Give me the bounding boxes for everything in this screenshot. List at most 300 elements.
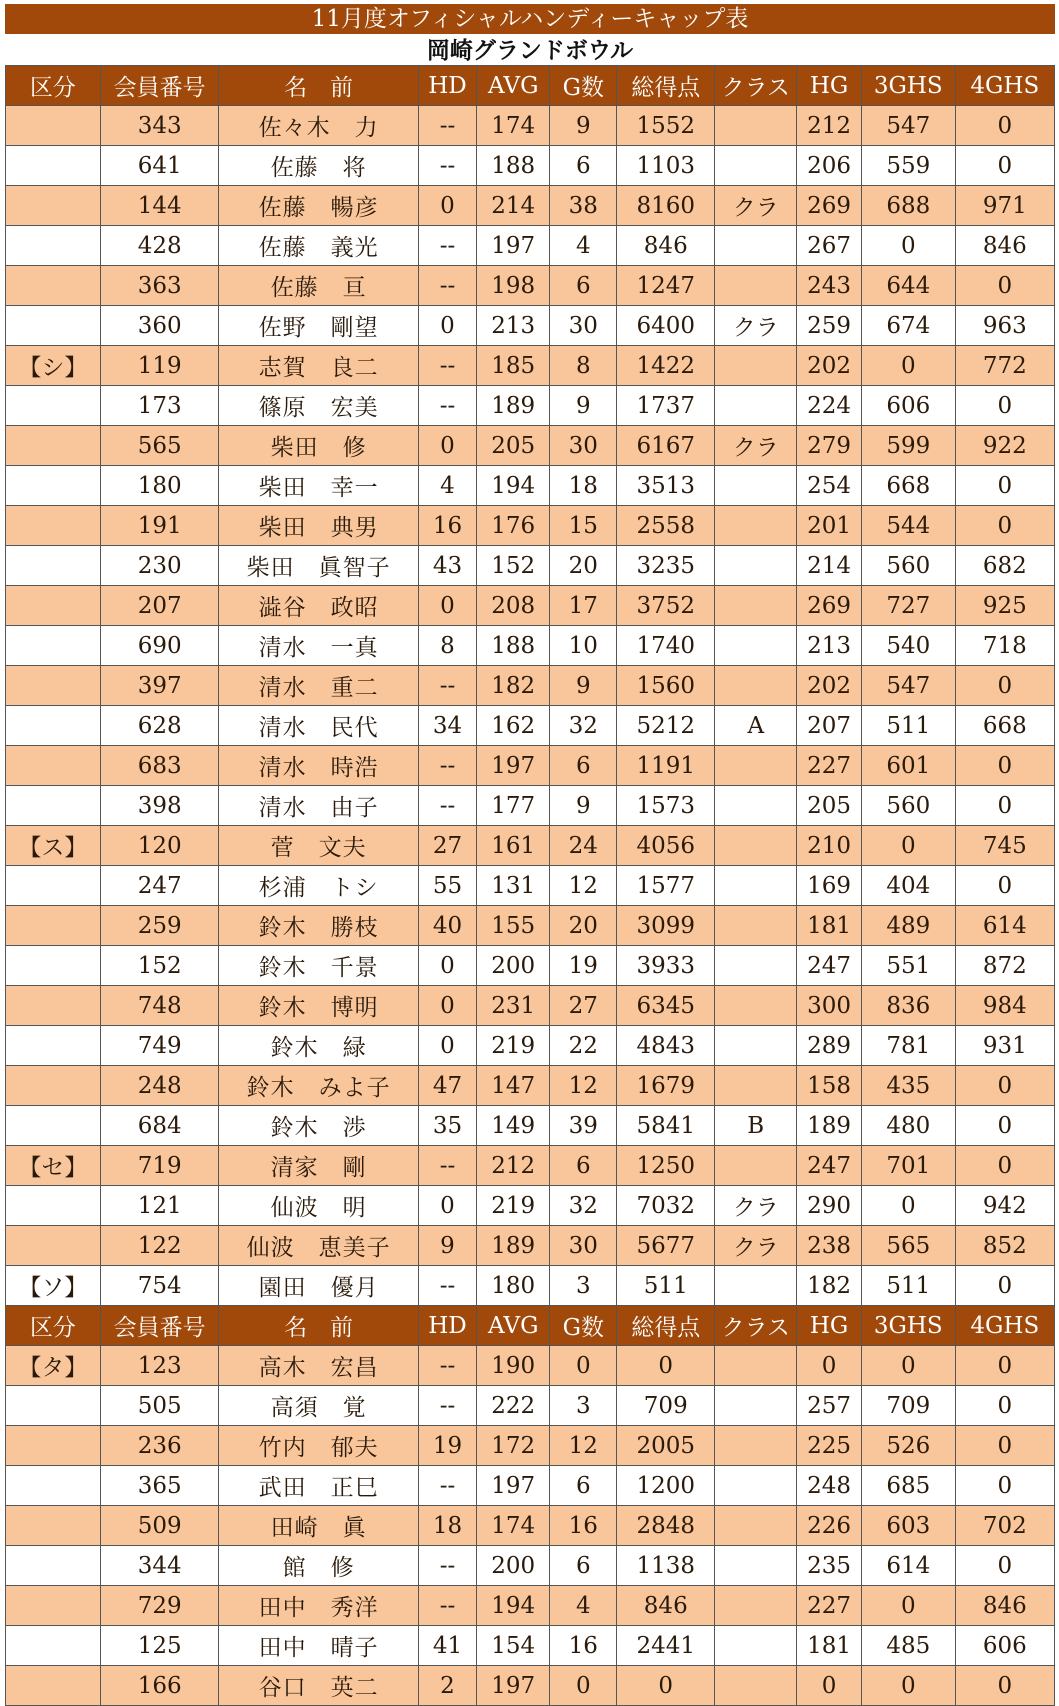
cell-hd: 0 (418, 306, 476, 346)
cell-4ghs: 668 (955, 706, 1054, 746)
cell-3ghs: 540 (861, 626, 955, 666)
cell-class (715, 146, 797, 186)
cell-name: 清水 重二 (219, 666, 418, 706)
cell-hd: 0 (418, 946, 476, 986)
cell-4ghs: 0 (955, 666, 1054, 706)
cell-3ghs: 727 (861, 586, 955, 626)
bowling-center-name: 岡崎グランドボウル (426, 37, 634, 64)
cell-division (6, 306, 101, 346)
cell-name: 杉浦 トシ (219, 866, 418, 906)
cell-3ghs: 0 (861, 1586, 955, 1626)
column-header-total-score: 総得点 (617, 66, 715, 106)
cell-name: 竹内 郁夫 (219, 1426, 418, 1466)
column-header-4ghs: 4GHS (955, 66, 1054, 106)
table-row (6, 1506, 1055, 1546)
cell-hg: 300 (797, 986, 862, 1026)
cell-name: 仙波 恵美子 (219, 1226, 418, 1266)
cell-member-number: 180 (100, 466, 219, 506)
cell-division (6, 706, 101, 746)
cell-games: 32 (550, 1186, 617, 1226)
cell-name: 鈴木 博明 (219, 986, 418, 1026)
cell-hg: 213 (797, 626, 862, 666)
cell-games: 0 (550, 1346, 617, 1386)
cell-total-score: 1200 (617, 1466, 715, 1506)
cell-avg: 155 (477, 906, 550, 946)
cell-3ghs: 606 (861, 386, 955, 426)
cell-hg: 227 (797, 746, 862, 786)
cell-3ghs: 685 (861, 1466, 955, 1506)
cell-total-score: 2848 (617, 1506, 715, 1546)
cell-total-score: 2005 (617, 1426, 715, 1466)
cell-3ghs: 559 (861, 146, 955, 186)
cell-name: 鈴木 みよ子 (219, 1066, 418, 1106)
cell-3ghs: 526 (861, 1426, 955, 1466)
cell-hd: 19 (418, 1426, 476, 1466)
cell-3ghs: 544 (861, 506, 955, 546)
cell-4ghs: 963 (955, 306, 1054, 346)
cell-hd: -- (418, 786, 476, 826)
cell-total-score: 1740 (617, 626, 715, 666)
cell-hd: 47 (418, 1066, 476, 1106)
cell-games: 9 (550, 386, 617, 426)
handicap-table-body (6, 66, 1055, 1706)
cell-avg: 147 (477, 1066, 550, 1106)
cell-hd: -- (418, 666, 476, 706)
cell-avg: 172 (477, 1426, 550, 1466)
cell-class (715, 1346, 797, 1386)
cell-3ghs: 511 (861, 1266, 955, 1306)
cell-avg: 205 (477, 426, 550, 466)
cell-total-score: 3235 (617, 546, 715, 586)
cell-hd: 43 (418, 546, 476, 586)
table-row (6, 666, 1055, 706)
cell-avg: 177 (477, 786, 550, 826)
table-row (6, 1626, 1055, 1666)
cell-4ghs: 931 (955, 1026, 1054, 1066)
cell-hd: -- (418, 386, 476, 426)
cell-name: 佐藤 暢彦 (219, 186, 418, 226)
table-row (6, 706, 1055, 746)
cell-member-number: 398 (100, 786, 219, 826)
cell-avg: 219 (477, 1186, 550, 1226)
cell-division (6, 146, 101, 186)
cell-4ghs: 0 (955, 1146, 1054, 1186)
cell-class (715, 546, 797, 586)
cell-member-number: 684 (100, 1106, 219, 1146)
cell-member-number: 365 (100, 1466, 219, 1506)
cell-games: 12 (550, 866, 617, 906)
cell-3ghs: 404 (861, 866, 955, 906)
table-row (6, 106, 1055, 146)
cell-4ghs: 0 (955, 466, 1054, 506)
column-header-4ghs: 4GHS (955, 1306, 1054, 1346)
cell-games: 6 (550, 1466, 617, 1506)
table-row (6, 1226, 1055, 1266)
cell-division (6, 666, 101, 706)
cell-division (6, 546, 101, 586)
cell-games: 30 (550, 306, 617, 346)
cell-class: クラ (715, 1186, 797, 1226)
cell-hd: 0 (418, 1186, 476, 1226)
cell-class (715, 866, 797, 906)
cell-class (715, 266, 797, 306)
cell-member-number: 191 (100, 506, 219, 546)
cell-avg: 131 (477, 866, 550, 906)
cell-member-number: 247 (100, 866, 219, 906)
cell-hg: 210 (797, 826, 862, 866)
cell-hg: 269 (797, 186, 862, 226)
cell-member-number: 749 (100, 1026, 219, 1066)
cell-4ghs: 872 (955, 946, 1054, 986)
cell-4ghs: 0 (955, 1466, 1054, 1506)
cell-hd: 55 (418, 866, 476, 906)
cell-4ghs: 772 (955, 346, 1054, 386)
cell-4ghs: 745 (955, 826, 1054, 866)
cell-4ghs: 702 (955, 1506, 1054, 1546)
cell-hg: 158 (797, 1066, 862, 1106)
table-row (6, 906, 1055, 946)
cell-hg: 0 (797, 1666, 862, 1706)
cell-hd: -- (418, 226, 476, 266)
cell-name: 谷口 英二 (219, 1666, 418, 1706)
cell-games: 8 (550, 346, 617, 386)
cell-member-number: 166 (100, 1666, 219, 1706)
cell-3ghs: 668 (861, 466, 955, 506)
cell-division (6, 1186, 101, 1226)
cell-name: 園田 優月 (219, 1266, 418, 1306)
cell-total-score: 3513 (617, 466, 715, 506)
cell-total-score: 0 (617, 1346, 715, 1386)
cell-avg: 182 (477, 666, 550, 706)
cell-total-score: 5212 (617, 706, 715, 746)
cell-class: クラ (715, 186, 797, 226)
cell-name: 武田 正巳 (219, 1466, 418, 1506)
cell-name: 佐々木 力 (219, 106, 418, 146)
cell-name: 清水 由子 (219, 786, 418, 826)
cell-hd: -- (418, 106, 476, 146)
cell-3ghs: 709 (861, 1386, 955, 1426)
cell-total-score: 1552 (617, 106, 715, 146)
column-header-total-score: 総得点 (617, 1306, 715, 1346)
cell-hg: 214 (797, 546, 862, 586)
cell-hg: 169 (797, 866, 862, 906)
cell-division (6, 1466, 101, 1506)
cell-4ghs: 846 (955, 226, 1054, 266)
cell-games: 9 (550, 666, 617, 706)
cell-4ghs: 0 (955, 1346, 1054, 1386)
cell-avg: 231 (477, 986, 550, 1026)
column-header-class: クラス (715, 1306, 797, 1346)
cell-class (715, 986, 797, 1026)
table-row (6, 786, 1055, 826)
cell-total-score: 1250 (617, 1146, 715, 1186)
cell-avg: 154 (477, 1626, 550, 1666)
cell-avg: 189 (477, 386, 550, 426)
cell-total-score: 709 (617, 1386, 715, 1426)
cell-avg: 194 (477, 466, 550, 506)
cell-hd: 0 (418, 426, 476, 466)
table-row (6, 1146, 1055, 1186)
cell-games: 6 (550, 146, 617, 186)
cell-hg: 202 (797, 346, 862, 386)
cell-member-number: 259 (100, 906, 219, 946)
cell-total-score: 1577 (617, 866, 715, 906)
cell-class: B (715, 1106, 797, 1146)
cell-name: 佐野 剛望 (219, 306, 418, 346)
cell-name: 佐藤 義光 (219, 226, 418, 266)
cell-class (715, 1466, 797, 1506)
cell-division (6, 226, 101, 266)
cell-games: 24 (550, 826, 617, 866)
cell-hd: 35 (418, 1106, 476, 1146)
table-row (6, 586, 1055, 626)
cell-division (6, 1426, 101, 1466)
table-row (6, 546, 1055, 586)
cell-4ghs: 0 (955, 1426, 1054, 1466)
cell-division (6, 1386, 101, 1426)
cell-3ghs: 599 (861, 426, 955, 466)
cell-class (715, 1506, 797, 1546)
cell-avg: 194 (477, 1586, 550, 1626)
cell-4ghs: 0 (955, 866, 1054, 906)
cell-class (715, 586, 797, 626)
table-header-row (6, 1306, 1055, 1346)
cell-member-number: 683 (100, 746, 219, 786)
cell-class: A (715, 706, 797, 746)
cell-total-score: 1737 (617, 386, 715, 426)
cell-hd: 27 (418, 826, 476, 866)
cell-3ghs: 511 (861, 706, 955, 746)
cell-total-score: 511 (617, 1266, 715, 1306)
cell-division: 【ソ】 (6, 1266, 101, 1306)
cell-class: クラ (715, 426, 797, 466)
cell-hg: 189 (797, 1106, 862, 1146)
cell-class (715, 826, 797, 866)
column-header-division: 区分 (6, 1306, 101, 1346)
cell-name: 鈴木 勝枝 (219, 906, 418, 946)
cell-total-score: 1103 (617, 146, 715, 186)
cell-class (715, 906, 797, 946)
column-header-name: 名 前 (219, 1306, 418, 1346)
cell-hd: 9 (418, 1226, 476, 1266)
cell-hg: 290 (797, 1186, 862, 1226)
cell-division (6, 786, 101, 826)
cell-hg: 206 (797, 146, 862, 186)
cell-games: 16 (550, 1506, 617, 1546)
cell-total-score: 1560 (617, 666, 715, 706)
cell-hd: 41 (418, 1626, 476, 1666)
cell-class (715, 1066, 797, 1106)
cell-hd: -- (418, 1266, 476, 1306)
cell-avg: 180 (477, 1266, 550, 1306)
cell-avg: 213 (477, 306, 550, 346)
table-row (6, 346, 1055, 386)
cell-avg: 152 (477, 546, 550, 586)
table-row (6, 1346, 1055, 1386)
cell-class (715, 1586, 797, 1626)
cell-division (6, 106, 101, 146)
cell-3ghs: 836 (861, 986, 955, 1026)
cell-avg: 188 (477, 146, 550, 186)
cell-games: 20 (550, 906, 617, 946)
cell-hd: 0 (418, 1026, 476, 1066)
table-row (6, 1466, 1055, 1506)
cell-hg: 181 (797, 906, 862, 946)
cell-name: 田中 秀洋 (219, 1586, 418, 1626)
cell-4ghs: 925 (955, 586, 1054, 626)
cell-class (715, 386, 797, 426)
cell-3ghs: 485 (861, 1626, 955, 1666)
cell-hd: -- (418, 146, 476, 186)
cell-division (6, 506, 101, 546)
cell-division (6, 1226, 101, 1266)
cell-total-score: 1573 (617, 786, 715, 826)
cell-member-number: 754 (100, 1266, 219, 1306)
cell-class (715, 106, 797, 146)
cell-total-score: 1138 (617, 1546, 715, 1586)
cell-division (6, 586, 101, 626)
cell-3ghs: 644 (861, 266, 955, 306)
cell-avg: 149 (477, 1106, 550, 1146)
cell-member-number: 509 (100, 1506, 219, 1546)
cell-hg: 201 (797, 506, 862, 546)
cell-games: 16 (550, 1626, 617, 1666)
cell-hg: 254 (797, 466, 862, 506)
cell-hd: -- (418, 746, 476, 786)
cell-class (715, 786, 797, 826)
column-header-division: 区分 (6, 66, 101, 106)
cell-3ghs: 560 (861, 786, 955, 826)
column-header-member-number: 会員番号 (100, 66, 219, 106)
cell-3ghs: 551 (861, 946, 955, 986)
cell-division: 【セ】 (6, 1146, 101, 1186)
cell-avg: 176 (477, 506, 550, 546)
cell-division (6, 1106, 101, 1146)
cell-hg: 207 (797, 706, 862, 746)
cell-avg: 197 (477, 1666, 550, 1706)
cell-4ghs: 0 (955, 1386, 1054, 1426)
cell-hg: 248 (797, 1466, 862, 1506)
cell-name: 清水 民代 (219, 706, 418, 746)
column-header-games: G数 (550, 1306, 617, 1346)
cell-avg: 219 (477, 1026, 550, 1066)
cell-member-number: 641 (100, 146, 219, 186)
cell-member-number: 248 (100, 1066, 219, 1106)
cell-3ghs: 0 (861, 1186, 955, 1226)
column-header-hd: HD (418, 1306, 476, 1346)
cell-member-number: 144 (100, 186, 219, 226)
cell-division (6, 866, 101, 906)
cell-games: 3 (550, 1266, 617, 1306)
cell-hg: 224 (797, 386, 862, 426)
cell-avg: 212 (477, 1146, 550, 1186)
cell-3ghs: 601 (861, 746, 955, 786)
cell-avg: 197 (477, 226, 550, 266)
cell-hg: 226 (797, 1506, 862, 1546)
cell-name: 鈴木 緑 (219, 1026, 418, 1066)
cell-avg: 214 (477, 186, 550, 226)
cell-3ghs: 547 (861, 106, 955, 146)
cell-total-score: 846 (617, 1586, 715, 1626)
cell-name: 鈴木 千景 (219, 946, 418, 986)
table-row (6, 1106, 1055, 1146)
cell-name: 高須 覚 (219, 1386, 418, 1426)
cell-avg: 188 (477, 626, 550, 666)
cell-hg: 225 (797, 1426, 862, 1466)
cell-division (6, 1626, 101, 1666)
column-header-3ghs: 3GHS (861, 1306, 955, 1346)
cell-avg: 162 (477, 706, 550, 746)
table-row (6, 1026, 1055, 1066)
cell-division (6, 1026, 101, 1066)
cell-hd: -- (418, 1386, 476, 1426)
cell-hg: 243 (797, 266, 862, 306)
table-row (6, 1586, 1055, 1626)
cell-member-number: 360 (100, 306, 219, 346)
cell-division (6, 746, 101, 786)
cell-games: 12 (550, 1426, 617, 1466)
table-row (6, 986, 1055, 1026)
cell-class (715, 1666, 797, 1706)
cell-hd: -- (418, 1146, 476, 1186)
table-row (6, 946, 1055, 986)
cell-division (6, 626, 101, 666)
cell-division (6, 1066, 101, 1106)
cell-hg: 0 (797, 1346, 862, 1386)
cell-total-score: 6167 (617, 426, 715, 466)
cell-class (715, 626, 797, 666)
cell-hd: 0 (418, 986, 476, 1026)
cell-4ghs: 0 (955, 386, 1054, 426)
table-row (6, 506, 1055, 546)
cell-name: 清水 一真 (219, 626, 418, 666)
cell-games: 15 (550, 506, 617, 546)
cell-total-score: 8160 (617, 186, 715, 226)
cell-3ghs: 603 (861, 1506, 955, 1546)
table-header-row (6, 66, 1055, 106)
cell-division: 【ス】 (6, 826, 101, 866)
cell-hd: 8 (418, 626, 476, 666)
column-header-member-number: 会員番号 (100, 1306, 219, 1346)
cell-division (6, 1586, 101, 1626)
cell-avg: 222 (477, 1386, 550, 1426)
cell-member-number: 119 (100, 346, 219, 386)
column-header-3ghs: 3GHS (861, 66, 955, 106)
cell-hg: 259 (797, 306, 862, 346)
cell-total-score: 4843 (617, 1026, 715, 1066)
cell-games: 4 (550, 226, 617, 266)
cell-hg: 279 (797, 426, 862, 466)
table-row (6, 1066, 1055, 1106)
cell-total-score: 3752 (617, 586, 715, 626)
cell-games: 0 (550, 1666, 617, 1706)
table-row (6, 1666, 1055, 1706)
cell-name: 清水 時浩 (219, 746, 418, 786)
cell-hd: 0 (418, 186, 476, 226)
cell-4ghs: 0 (955, 1106, 1054, 1146)
cell-hd: -- (418, 266, 476, 306)
cell-total-score: 4056 (617, 826, 715, 866)
cell-3ghs: 0 (861, 346, 955, 386)
cell-member-number: 719 (100, 1146, 219, 1186)
cell-member-number: 207 (100, 586, 219, 626)
column-header-hg: HG (797, 1306, 862, 1346)
table-row (6, 826, 1055, 866)
cell-3ghs: 0 (861, 226, 955, 266)
cell-avg: 161 (477, 826, 550, 866)
cell-games: 30 (550, 1226, 617, 1266)
cell-class: クラ (715, 1226, 797, 1266)
